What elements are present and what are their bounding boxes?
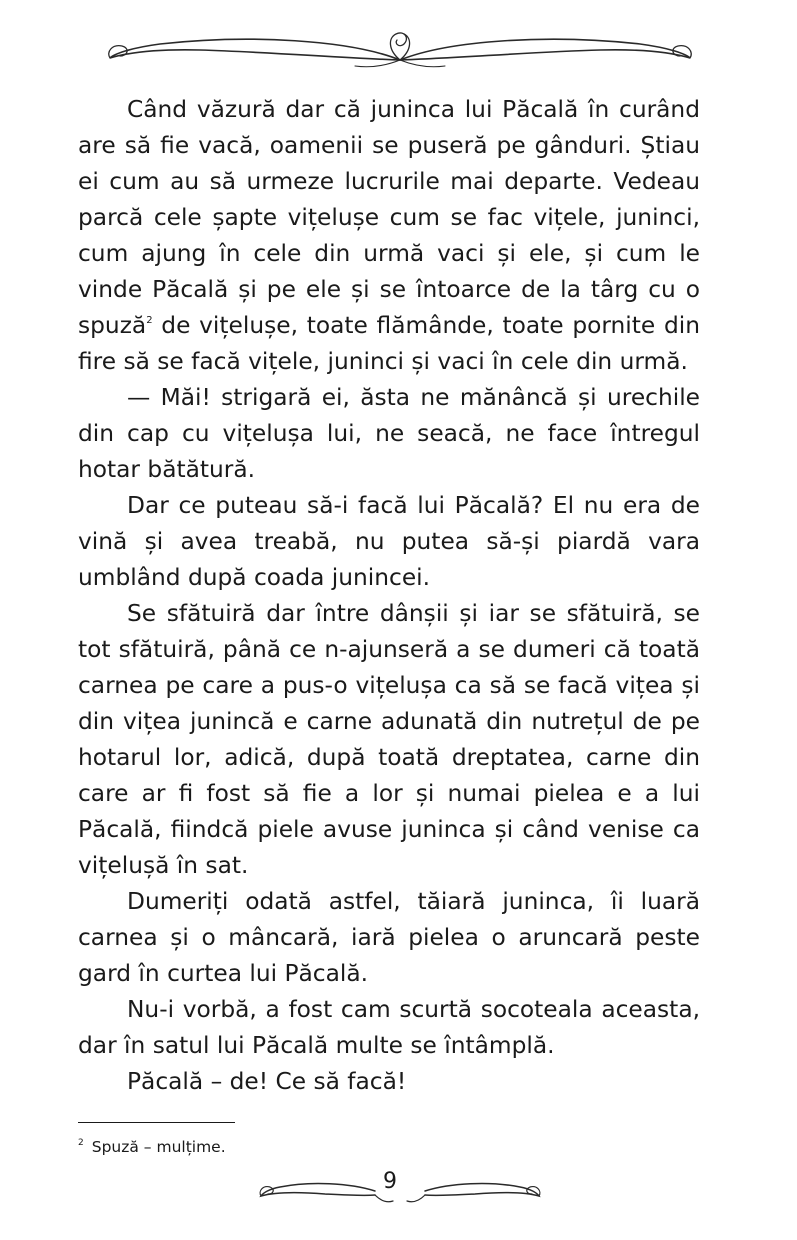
paragraph-3: Dar ce puteau să-i facă lui Păcală? El nu era de vină și avea treabă, nu putea să-și piardă vara umblând după coada junincei.: [78, 492, 700, 591]
body-text: [78, 92, 700, 1100]
footnote-text: Spuză – mulțime.: [91, 1138, 226, 1156]
footnote-divider: [78, 1122, 235, 1123]
footnote-number: 2: [78, 1138, 84, 1148]
page-number: 9: [383, 1169, 397, 1194]
paragraph-1: Când văzură dar că juninca lui Păcală în curând are să fie vacă, oamenii se puseră pe gânduri. Știau ei cum au să urmeze lucrurile mai departe. Vedeau parcă cele șapte vițelușe cum se fac vițele, juninci, cum ajung în cele din urmă vaci și ele, și cum le vinde Păcală și pe ele și se întoarce de la târg cu o spuză$^2$ de vițelușe, toate flămânde, toate pornite din fire să se facă vițele, juninci și vaci în cele din urmă.: [78, 96, 700, 375]
paragraph-4: Se sfătuiră dar între dânșii și iar se sfătuiră, se tot sfătuiră, până ce n-ajunseră a se dumeri că toată carnea pe care a pus-o vițelușa ca să se facă vițea și din vițea junincă e carne adunată din nutrețul de pe hotarul lor, adică, după toată dreptatea, carne din care ar fi fost să fie a lor și numai pielea e a lui Păcală, fiindcă piele avuse juninca și când venise ca vițelușă în sat.: [78, 600, 700, 879]
paragraph-5: Dumeriți odată astfel, tăiară juninca, îi luară carnea și o mâncară, iară pielea o aruncară peste gard în curtea lui Păcală.: [78, 888, 700, 987]
footnote: [78, 1133, 226, 1157]
footnote-reference: 2: [146, 315, 153, 326]
top-flourish-ornament: [100, 22, 700, 72]
paragraph-7: Păcală – de! Ce să facă!: [127, 1068, 407, 1095]
paragraph-2: — Măi! strigară ei, ăsta ne mănâncă și urechile din cap cu vițelușa lui, ne seacă, ne face întregul hotar bătătură.: [78, 384, 700, 483]
paragraph-6: Nu-i vorbă, a fost cam scurtă socoteala aceasta, dar în satul lui Păcală multe se întâmplă.: [78, 996, 700, 1059]
